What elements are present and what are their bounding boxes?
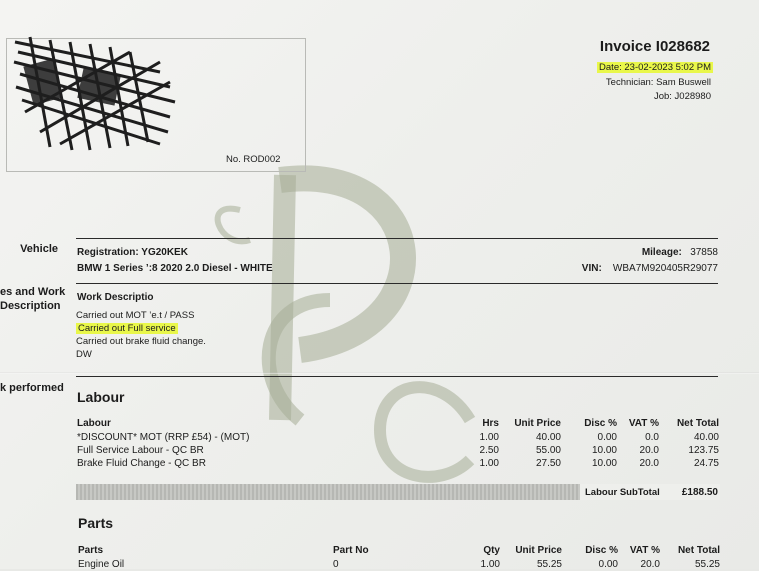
work-description-heading: Work Descriptio <box>77 292 154 303</box>
work-line-highlighted: Carried out Full service <box>78 323 176 334</box>
cell-unit-price: 55.25 <box>536 559 562 570</box>
cell-unit-price: 55.00 <box>535 445 561 456</box>
registration: Registration: YG20KEK <box>77 247 188 258</box>
table-row <box>77 431 719 444</box>
cell-disc: 10.00 <box>591 445 617 456</box>
rule-work-bottom <box>76 376 718 377</box>
col-part-no: Part No <box>333 545 369 556</box>
cell-net: 123.75 <box>688 445 719 456</box>
cell-hrs: 1.00 <box>479 458 499 469</box>
work-line: DW <box>76 349 92 360</box>
table-row <box>78 558 720 571</box>
invoice-date: Date: 23-02-2023 5:02 PM <box>599 62 711 73</box>
cell-part: Engine Oil <box>78 559 125 570</box>
col-qty: Qty <box>483 545 500 556</box>
labour-table <box>77 416 719 470</box>
col-vat: VAT % <box>628 418 659 429</box>
cell-desc: Brake Fluid Change - QC BR <box>77 458 206 469</box>
cell-disc: 0.00 <box>598 559 618 570</box>
mileage: Mileage: 37858 <box>641 247 718 258</box>
cell-unit-price: 27.50 <box>535 458 561 469</box>
cell-vat: 20.0 <box>639 458 659 469</box>
col-hrs: Hrs <box>482 418 499 429</box>
work-description-lines <box>76 309 206 361</box>
label-notes-2: Description <box>0 300 61 312</box>
invoice-number: No. ROD002 <box>226 154 281 165</box>
work-line: Carried out brake fluid change. <box>76 336 206 347</box>
col-labour: Labour <box>77 418 111 429</box>
col-net-total: Net Total <box>676 418 719 429</box>
cell-disc: 0.00 <box>597 432 617 443</box>
paper-fold <box>0 372 759 374</box>
cell-hrs: 2.50 <box>479 445 499 456</box>
parts-header-row <box>78 543 720 558</box>
col-vat: VAT % <box>629 545 660 556</box>
col-disc: Disc % <box>584 418 617 429</box>
cell-net: 40.00 <box>693 432 719 443</box>
label-vehicle: Vehicle <box>20 243 58 255</box>
label-notes-1: es and Work <box>0 286 66 298</box>
rule-vehicle-bottom <box>76 283 718 284</box>
col-unit-price: Unit Price <box>515 545 562 556</box>
vehicle-model: BMW 1 Series ’:8 2020 2.0 Diesel - WHITE <box>77 263 273 274</box>
job-number: Job: J028980 <box>653 91 711 102</box>
cell-unit-price: 40.00 <box>535 432 561 443</box>
invoice-title: Invoice I028682 <box>599 38 710 55</box>
technician: Technician: Sam Buswell <box>605 77 711 88</box>
parts-title: Parts <box>78 515 114 531</box>
cell-vat: 20.0 <box>640 559 660 570</box>
labour-title: Labour <box>77 389 125 405</box>
cell-hrs: 1.00 <box>479 432 499 443</box>
col-unit-price: Unit Price <box>514 418 561 429</box>
redacted-logo <box>10 32 180 152</box>
label-work-performed: k perfoгmed <box>0 382 64 394</box>
cell-net: 55.25 <box>694 559 720 570</box>
cell-part-no: 0 <box>333 559 339 570</box>
vin: VIN: WBA7M920405R29077 <box>581 263 718 274</box>
col-net-total: Net Total <box>677 545 720 556</box>
rule-vehicle-top <box>76 238 718 239</box>
cell-desc: Full Service Labour - QC BR <box>77 445 204 456</box>
cell-vat: 20.0 <box>639 445 659 456</box>
col-disc: Disc % <box>585 545 618 556</box>
cell-net: 24.75 <box>693 458 719 469</box>
cell-vat: 0.0 <box>645 432 659 443</box>
labour-subtotal-label: Labour SubTotal <box>585 487 660 498</box>
cell-disc: 10.00 <box>591 458 617 469</box>
cell-desc: *DISCOUNT* MOT (RRP £54) - (MOT) <box>77 432 250 443</box>
table-row <box>77 457 719 470</box>
col-parts: Parts <box>78 545 104 556</box>
cell-qty: 1.00 <box>480 559 500 570</box>
work-line: Carried out MOT ’e.t / PASS <box>76 310 195 321</box>
labour-header-row <box>77 416 719 431</box>
table-row <box>77 444 719 457</box>
labour-subtotal-value: £188.50 <box>681 487 718 498</box>
parts-table <box>78 543 720 571</box>
